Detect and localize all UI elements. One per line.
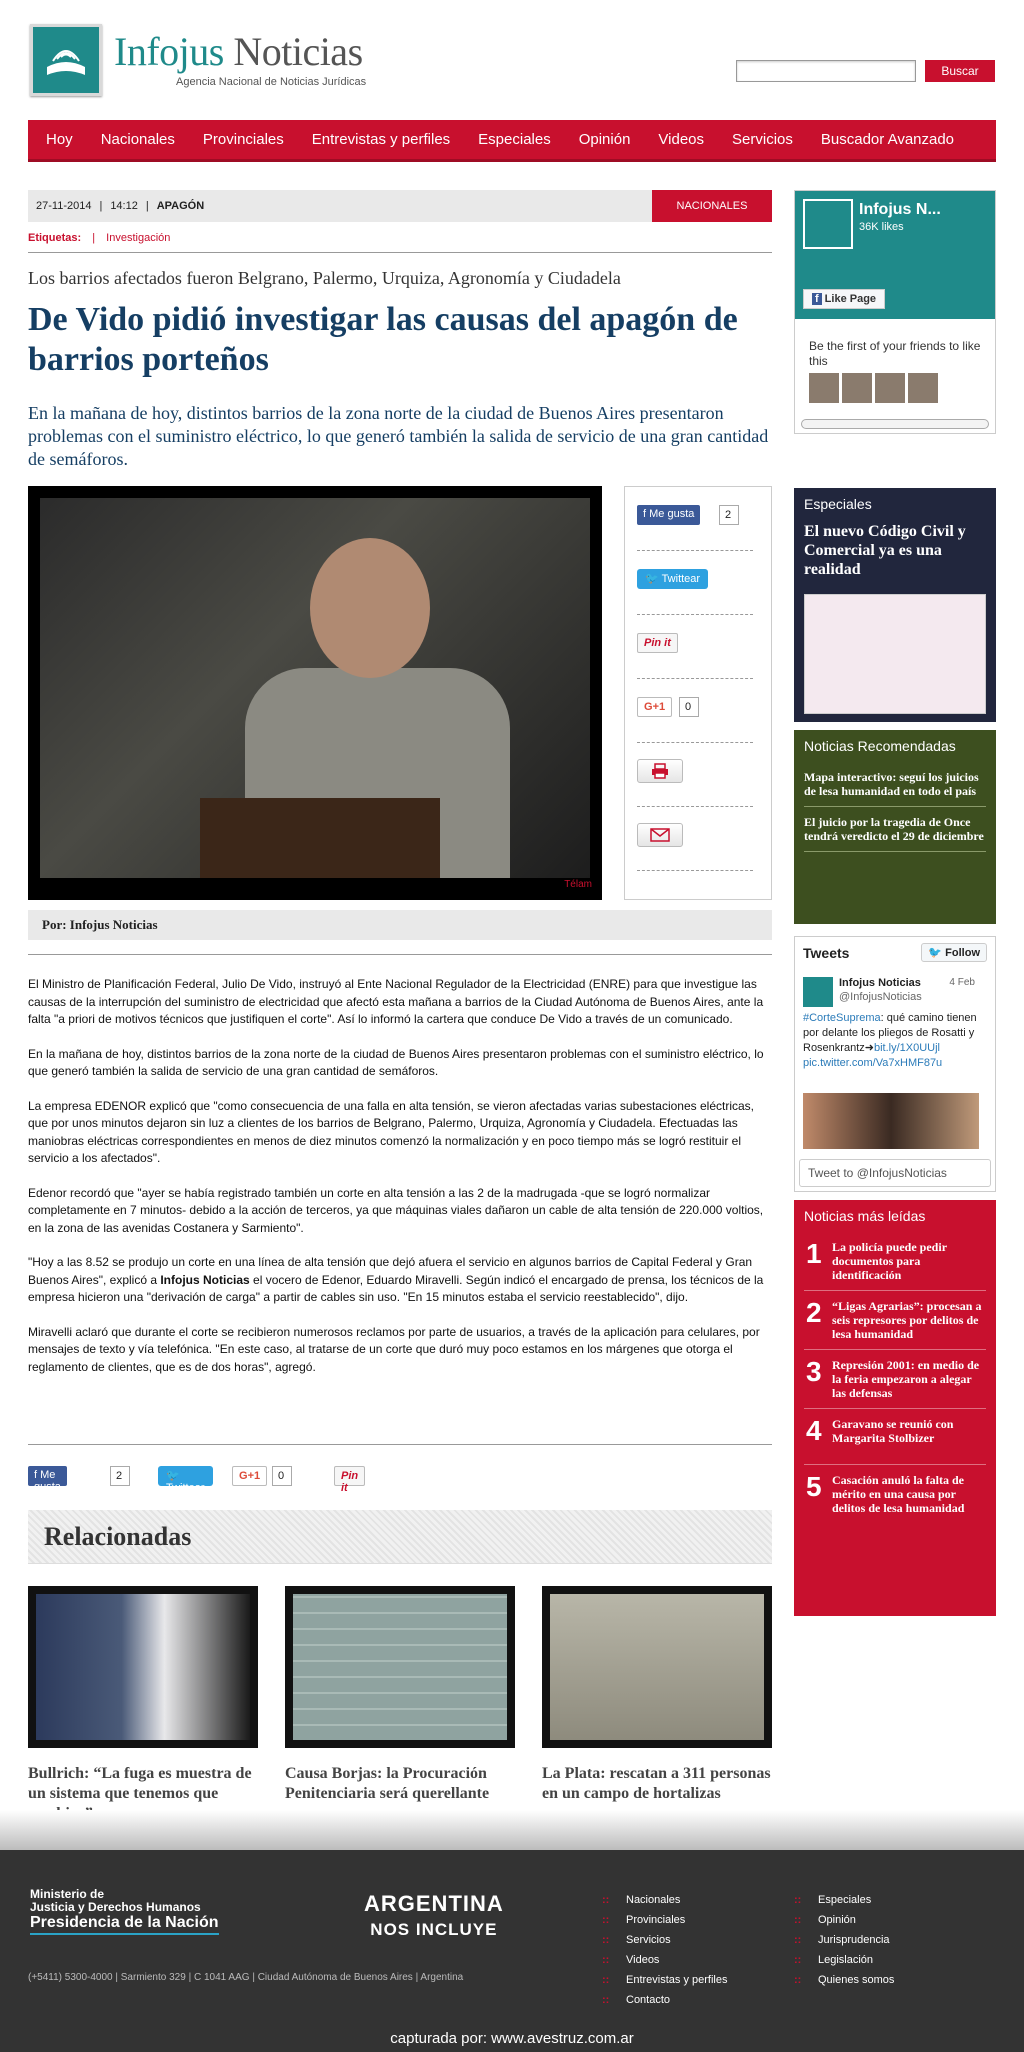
footer-links-col1: [602, 1890, 727, 2010]
nav-item-videos[interactable]: Videos: [658, 131, 705, 148]
nav-item-buscador[interactable]: Buscador Avanzado: [820, 131, 955, 148]
tweet-avatar[interactable]: [803, 977, 833, 1007]
recomendadas-heading: Noticias Recomendadas: [804, 738, 956, 754]
presidencia-logo[interactable]: Presidencia de la Nación: [30, 1914, 219, 1935]
footer-link[interactable]: :: Especiales: [794, 1890, 894, 1910]
logo-title: Infojus Noticias: [114, 29, 363, 74]
tweet-pic-link[interactable]: pic.twitter.com/Va7xHMF87u: [803, 1057, 943, 1069]
site-logo[interactable]: [30, 24, 400, 98]
related-image[interactable]: [542, 1586, 772, 1748]
share-slot-google: [637, 679, 753, 743]
article-paragraph: Edenor recordó que "ayer se había registrado también un corte en alta tensión a las 2 de la madrugada -que se logró normalizar completamente en 7 minutos- debido a la acción de terceros, ya que máquinas viales dañaron un cable de alta tensión de 220.000 voltios, en la zona de las avenidas Costanera y Sarmiento".: [28, 1185, 764, 1235]
article-kicker: Los barrios afectados fueron Belgrano, Palermo, Urquiza, Agronomía y Ciudadela: [28, 268, 621, 288]
logo-book-icon: [30, 24, 102, 96]
twitter-follow-button[interactable]: 🐦 Follow: [921, 943, 987, 962]
recomendadas-box: [794, 730, 996, 924]
nav-item-nacionales[interactable]: Nacionales: [100, 131, 175, 148]
related-title: Relacionadas: [44, 1522, 192, 1551]
twitter-share-button[interactable]: 🐦 Twittear: [158, 1466, 213, 1486]
facebook-page-name[interactable]: Infojus N...: [859, 201, 941, 218]
nav-item-opinion[interactable]: Opinión: [578, 131, 631, 148]
article-byline: Por: Infojus Noticias: [28, 910, 772, 940]
mas-leida-item[interactable]: 3 Represión 2001: en medio de la feria empezaron a alegar las defensas: [804, 1350, 986, 1409]
tweet-handle[interactable]: @InfojusNoticias: [839, 991, 922, 1003]
facebook-icon: f: [812, 293, 822, 305]
google-plus-count: 0: [679, 697, 699, 717]
tweets-heading: Tweets: [803, 945, 850, 961]
mas-leidas-heading: Noticias más leídas: [804, 1208, 926, 1224]
footer-link[interactable]: :: Videos: [602, 1950, 727, 1970]
article-headline: De Vido pidió investigar las causas del apagón de barrios porteños: [28, 301, 738, 378]
article-time: 14:12: [110, 200, 138, 212]
facebook-icon: f: [643, 508, 647, 520]
pinterest-button[interactable]: Pin it: [334, 1466, 365, 1486]
tweet-date[interactable]: 4 Feb: [949, 977, 975, 988]
facebook-like-count: 2: [110, 1466, 130, 1486]
share-slot-print: [637, 743, 753, 807]
search-input[interactable]: [736, 60, 916, 82]
tweet-author[interactable]: Infojus Noticias: [839, 977, 921, 989]
article-date: 27-11-2014: [36, 200, 92, 212]
search-button[interactable]: Buscar: [925, 60, 995, 82]
facebook-like-button[interactable]: f Me gusta: [28, 1466, 67, 1486]
article-lead: En la mañana de hoy, distintos barrios de la zona norte de la ciudad de Buenos Aires presentaron problemas con el suministro eléctrico, lo que generó también la salida de servicio de una gran cantidad de semáforos.: [28, 403, 769, 469]
nav-item-servicios[interactable]: Servicios: [732, 131, 793, 148]
footer-link[interactable]: :: Nacionales: [602, 1890, 727, 1910]
facebook-like-count: 2: [719, 505, 739, 525]
footer-fade: [0, 1810, 1024, 1850]
google-plus-icon: G: [239, 1470, 248, 1482]
google-plus-button[interactable]: G+1: [637, 697, 672, 717]
twitter-bird-icon: 🐦: [928, 947, 943, 959]
related-title-link[interactable]: Causa Borjas: la Procuración Penitenciaria será querellante: [285, 1765, 490, 1802]
facebook-widget-scrollbar[interactable]: [801, 419, 989, 429]
related-image[interactable]: [285, 1586, 515, 1748]
printer-icon: [651, 763, 669, 779]
related-card[interactable]: [285, 1586, 515, 1804]
recomendada-link[interactable]: Mapa interactivo: seguí los juicios de lesa humanidad en todo el país: [804, 762, 986, 807]
footer-link[interactable]: :: Provinciales: [602, 1910, 727, 1930]
meta-separator: |: [145, 200, 149, 212]
especiales-image[interactable]: [804, 594, 986, 714]
facebook-cta-text: Be the first of your friends to like this: [809, 339, 981, 368]
especiales-title-link[interactable]: El nuevo Código Civil y Comercial ya es una realidad: [804, 523, 966, 578]
pinterest-button[interactable]: Pin it: [637, 633, 678, 653]
especiales-box: [794, 488, 996, 722]
footer-address: (+5411) 5300-4000 | Sarmiento 329 | C 1041 AAG | Ciudad Autónoma de Buenos Aires | Argentina: [28, 1972, 464, 1983]
share-row: [28, 1466, 772, 1494]
related-title-link[interactable]: Bullrich: “La fuga es muestra de un sistema que tenemos que: [28, 1765, 252, 1802]
article-topic: APAGÓN: [156, 200, 205, 212]
article-body: [28, 976, 772, 1393]
share-slot-pinterest: [637, 615, 753, 679]
recomendada-link[interactable]: El juicio por la tragedia de Once tendrá veredicto el 29 de diciembre: [804, 807, 986, 852]
facebook-page-widget: [794, 190, 996, 434]
footer-links-col2: [794, 1890, 894, 1990]
tweet-text: #CorteSuprema: qué camino tienen por delante los pliegos de Rosatti y Rosenkrantz➜bit.ly/1X0UUjl pic.twitter.com/Va7xHMF87u: [803, 1012, 977, 1069]
related-title-link[interactable]: La Plata: rescatan a 311 personas en un campo de hortalizas: [542, 1765, 771, 1802]
nav-item-entrevistas[interactable]: Entrevistas y perfiles: [311, 131, 451, 148]
tag-link[interactable]: Investigación: [106, 232, 171, 244]
footer-link[interactable]: :: Entrevistas y perfiles: [602, 1970, 727, 1990]
share-slot-facebook: [637, 487, 753, 551]
mas-leida-item[interactable]: 1 La policía puede pedir documentos para identificación: [804, 1232, 986, 1291]
site-header: [0, 0, 1024, 120]
related-card[interactable]: [542, 1586, 772, 1804]
tweet-link[interactable]: bit.ly/1X0UUjl: [873, 1042, 940, 1054]
twitter-bird-icon: 🐦: [166, 1470, 180, 1482]
facebook-like-page-button[interactable]: f Like Page: [803, 289, 885, 309]
photo-image: [40, 498, 590, 878]
twitter-widget: [794, 936, 996, 1192]
footer-link[interactable]: :: Contacto: [602, 1990, 727, 2010]
print-button[interactable]: [637, 759, 683, 783]
footer-link[interactable]: :: Jurisprudencia: [794, 1930, 894, 1950]
nav-item-hoy[interactable]: Hoy: [46, 131, 73, 148]
article-paragraph: "Hoy a las 8.52 se produjo un corte en una línea de alta tensión que dejó afuera el servicio en algunos barrios de Capital Federal y Gran Buenos Aires", explicó a Infojus Noticias el vocero de Edenor, Eduardo Miravelli. Según indicó el encargado de prensa, los técnicos de la empresa hicieron una "derivación de carga" a partir de cables sin uso. "En 15 minutos estaba el servicio reestablecido", dijo.: [28, 1255, 764, 1304]
article-photo: [28, 486, 602, 900]
tweet-hashtag[interactable]: #CorteSuprema: [803, 1012, 881, 1024]
mas-leida-item[interactable]: 5 Casación anuló la falta de mérito en una causa por delitos de lesa humanidad: [806, 1471, 965, 1515]
related-card[interactable]: [28, 1586, 258, 1824]
nav-item-especiales[interactable]: Especiales: [478, 131, 551, 148]
section-badge[interactable]: NACIONALES: [652, 190, 772, 222]
tags-label: Etiquetas:: [28, 232, 82, 244]
meta-separator: |: [99, 200, 103, 212]
share-slot-twitter: [637, 551, 753, 615]
mas-leida-item[interactable]: 2 “Ligas Agrarias”: procesan a seis represores por delitos de lesa humanidad: [804, 1291, 986, 1350]
argentina-nos-incluye-logo: ARGENTINA NOS INCLUYE: [364, 1891, 504, 1939]
email-button[interactable]: [637, 823, 683, 847]
article-paragraph: Miravelli aclaró que durante el corte se recibieron numerosos reclamos por parte de usuarios, a través de la aplicación para celulares, por mensajes de texto y vía telefónica. "En este caso, al tratarse de un corte que duró muy poco estamos en los márgenes que otorga el reglamento de clientes, que es de dos horas", agregó.: [28, 1324, 760, 1374]
facebook-friend-faces: [809, 373, 938, 403]
footer-link[interactable]: :: Servicios: [602, 1930, 727, 1950]
tags-separator: |: [92, 232, 96, 244]
footer-link[interactable]: :: Legislación: [794, 1950, 894, 1970]
main-nav: [28, 120, 996, 162]
capture-credit: capturada por: www.avestruz.com.ar: [390, 2030, 634, 2047]
site-footer: [0, 1850, 1024, 2052]
related-image[interactable]: [28, 1586, 258, 1748]
divider: [28, 954, 772, 955]
logo-subtitle: Agencia Nacional de Noticias Jurídicas: [176, 76, 367, 88]
divider: [28, 1444, 772, 1445]
google-plus-icon: G: [644, 701, 653, 713]
share-slot-email: [637, 807, 753, 871]
footer-link[interactable]: :: Quienes somos: [794, 1970, 894, 1990]
tweet-compose-input[interactable]: Tweet to @InfojusNoticias: [799, 1159, 991, 1187]
envelope-icon: [650, 828, 670, 842]
divider: [28, 252, 772, 253]
google-plus-count: 0: [272, 1466, 292, 1486]
mas-leidas-box: [794, 1200, 996, 1616]
related-header: [28, 1510, 772, 1564]
article-paragraph: La empresa EDENOR explicó que "como consecuencia de una falla en alta tensión, se vieron afectadas varias subestaciones eléctricas, que por unos minutos dejaron sin luz a clientes de los barrios de Belgrano, Palermo, Urquiza, Agronomía y Ciudadela. Efectuadas las maniobras eléctricas correspondientes en menos de diez minutos comenzó la normalización y en poco tiempo más se logró restituir el servicio a los afectados".: [28, 1098, 754, 1165]
article-paragraph: El Ministro de Planificación Federal, Julio De Vido, instruyó al Ente Nacional Regulador de la Electricidad (ENRE) para que investigue las causas de la interrupción del suministro de electricidad que afectó esta mañana a barrios de la Ciudad Autónoma de Buenos Aires, ante la falta "a priori de motivos técnicos que justifiquen el corte". Así lo informó la cartera que conduce De Vido a través de un comunicado.: [28, 977, 764, 1026]
share-sidebar: [624, 486, 772, 900]
mas-leida-item[interactable]: 4 Garavano se reunió con Margarita Stolbizer: [804, 1409, 986, 1465]
twitter-bird-icon: 🐦: [645, 573, 659, 585]
facebook-page-logo[interactable]: [803, 199, 853, 249]
twitter-share-button[interactable]: 🐦 Twittear: [637, 569, 708, 589]
facebook-page-likes: 36K likes: [859, 221, 904, 233]
tweet-image[interactable]: [803, 1093, 979, 1149]
google-plus-button[interactable]: G+1: [232, 1466, 267, 1486]
article-tags: [28, 232, 170, 244]
facebook-cover[interactable]: [795, 191, 995, 319]
facebook-like-button[interactable]: f Me gusta: [637, 505, 700, 525]
nav-item-provinciales[interactable]: Provinciales: [202, 131, 284, 148]
especiales-heading: Especiales: [804, 496, 872, 512]
ministry-logo[interactable]: Ministerio de Justicia y Derechos Humanos: [30, 1887, 201, 1914]
footer-link[interactable]: :: Opinión: [794, 1910, 894, 1930]
facebook-icon: f: [34, 1469, 38, 1481]
article-paragraph: En la mañana de hoy, distintos barrios de la zona norte de la ciudad de Buenos Aires presentaron problemas con el suministro eléctrico, lo que generó también la salida de servicio de una gran cantidad de semáforos.: [28, 1046, 764, 1078]
photo-credit: Télam: [564, 879, 592, 890]
